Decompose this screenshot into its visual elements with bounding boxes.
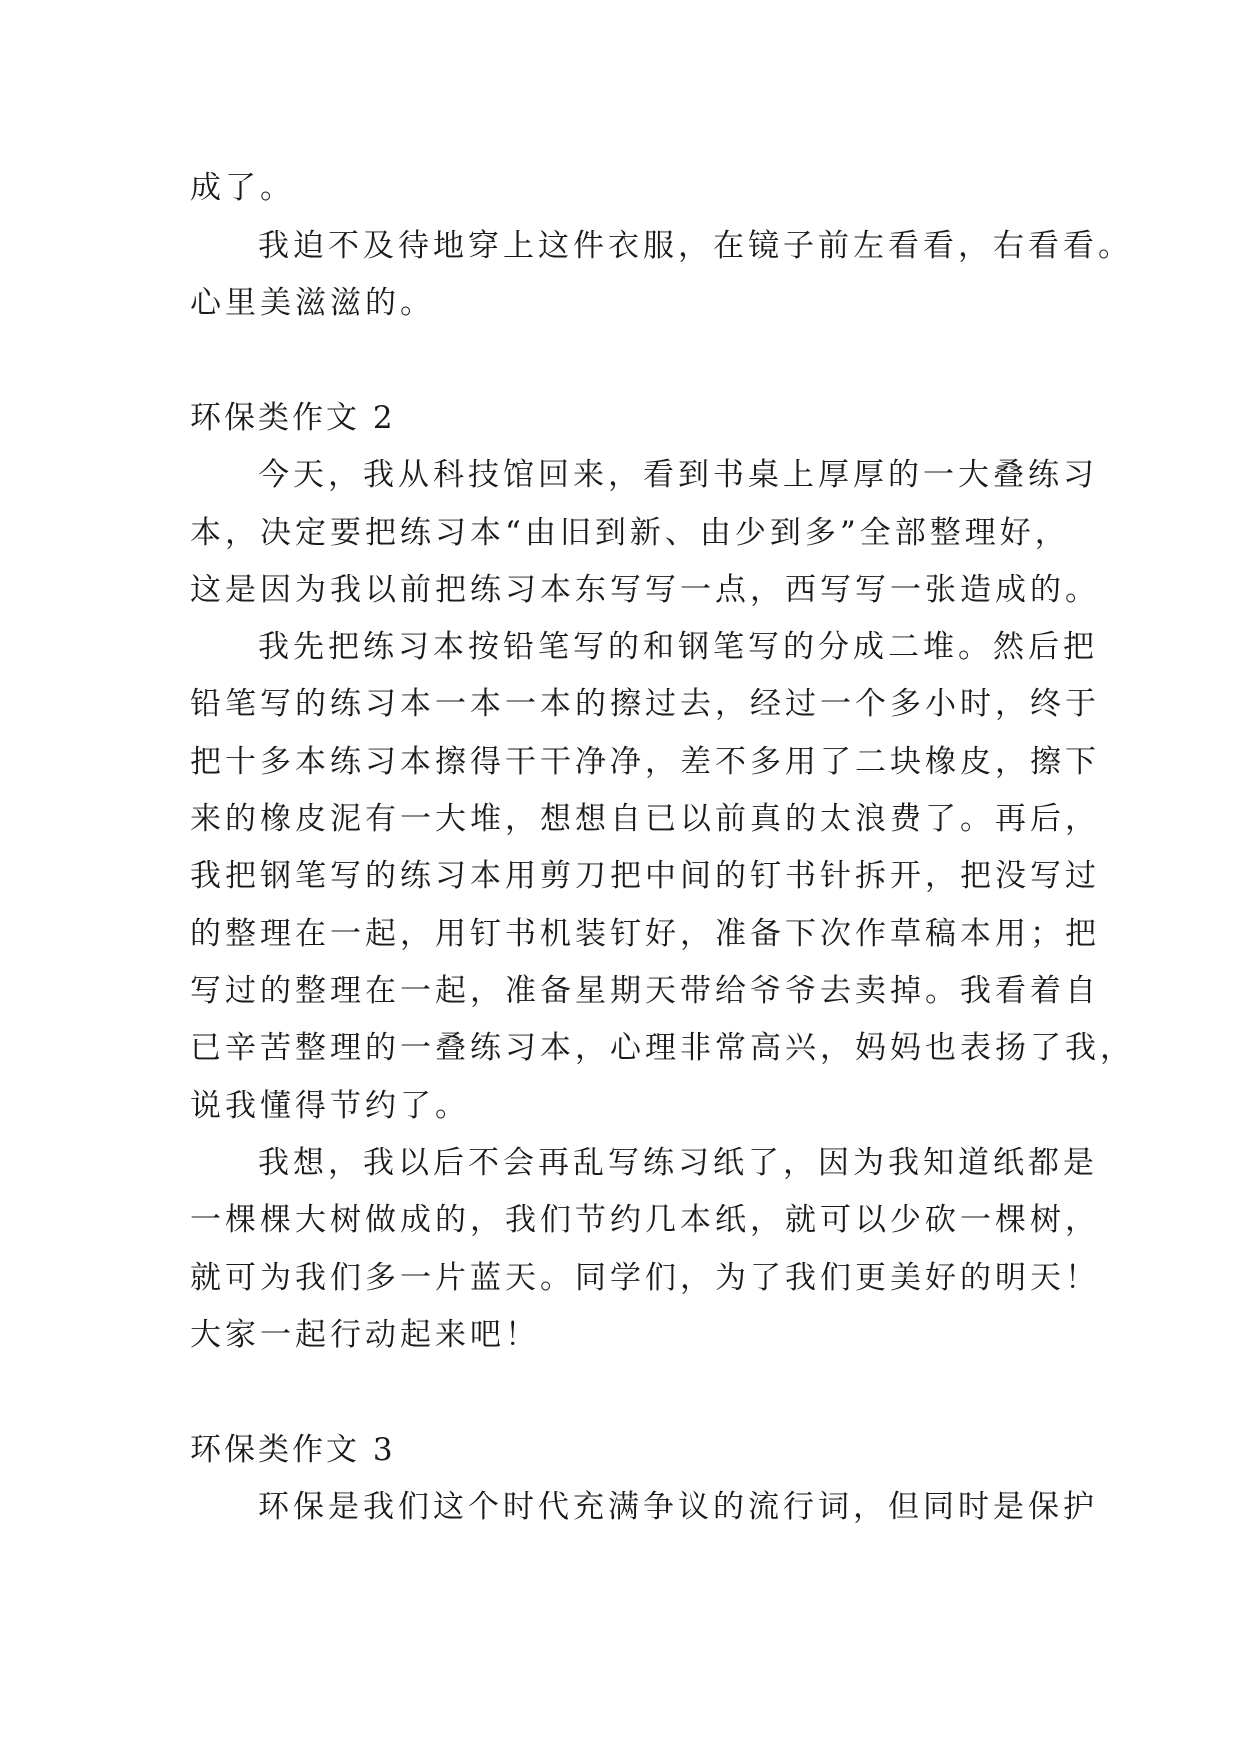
text-line: 成了。 bbox=[190, 170, 295, 206]
section-heading: 环保类作文 2 bbox=[190, 400, 396, 436]
text-line: 铅笔写的练习本一本一本的擦过去，经过一个多小时，终于 bbox=[190, 686, 1100, 722]
text-line: 说我懂得节约了。 bbox=[190, 1088, 470, 1124]
text-line: 这是因为我以前把练习本东写写一点，西写写一张造成的。 bbox=[190, 572, 1100, 608]
paragraph-first-line: 环保是我们这个时代充满争议的流行词，但同时是保护 bbox=[258, 1489, 1098, 1525]
text-line: 写过的整理在一起，准备星期天带给爷爷去卖掉。我看着自 bbox=[190, 973, 1100, 1009]
text-line: 大家一起行动起来吧！ bbox=[190, 1317, 540, 1353]
paragraph-first-line: 今天，我从科技馆回来，看到书桌上厚厚的一大叠练习 bbox=[258, 457, 1098, 493]
text-line: 一棵棵大树做成的，我们节约几本纸，就可以少砍一棵树， bbox=[190, 1202, 1100, 1238]
paragraph-first-line: 我先把练习本按铅笔写的和钢笔写的分成二堆。然后把 bbox=[258, 629, 1098, 665]
section-heading: 环保类作文 3 bbox=[190, 1432, 396, 1468]
paragraph-first-line: 我迫不及待地穿上这件衣服，在镜子前左看看，右看看。 bbox=[258, 228, 1133, 264]
text-line: 来的橡皮泥有一大堆，想想自已以前真的太浪费了。再后， bbox=[190, 801, 1100, 837]
text-line: 就可为我们多一片蓝天。同学们，为了我们更美好的明天！ bbox=[190, 1260, 1100, 1296]
text-line: 把十多本练习本擦得干干净净，差不多用了二块橡皮，擦下 bbox=[190, 744, 1100, 780]
text-line: 本，决定要把练习本“由旧到新、由少到多”全部整理好， bbox=[190, 515, 1070, 551]
paragraph-first-line: 我想，我以后不会再乱写练习纸了，因为我知道纸都是 bbox=[258, 1145, 1098, 1181]
text-line: 心里美滋滋的。 bbox=[190, 285, 435, 321]
text-line: 已辛苦整理的一叠练习本，心理非常高兴，妈妈也表扬了我， bbox=[190, 1030, 1135, 1066]
text-line: 我把钢笔写的练习本用剪刀把中间的钉书针拆开，把没写过 bbox=[190, 858, 1100, 894]
text-line: 的整理在一起，用钉书机装钉好，准备下次作草稿本用；把 bbox=[190, 916, 1100, 952]
